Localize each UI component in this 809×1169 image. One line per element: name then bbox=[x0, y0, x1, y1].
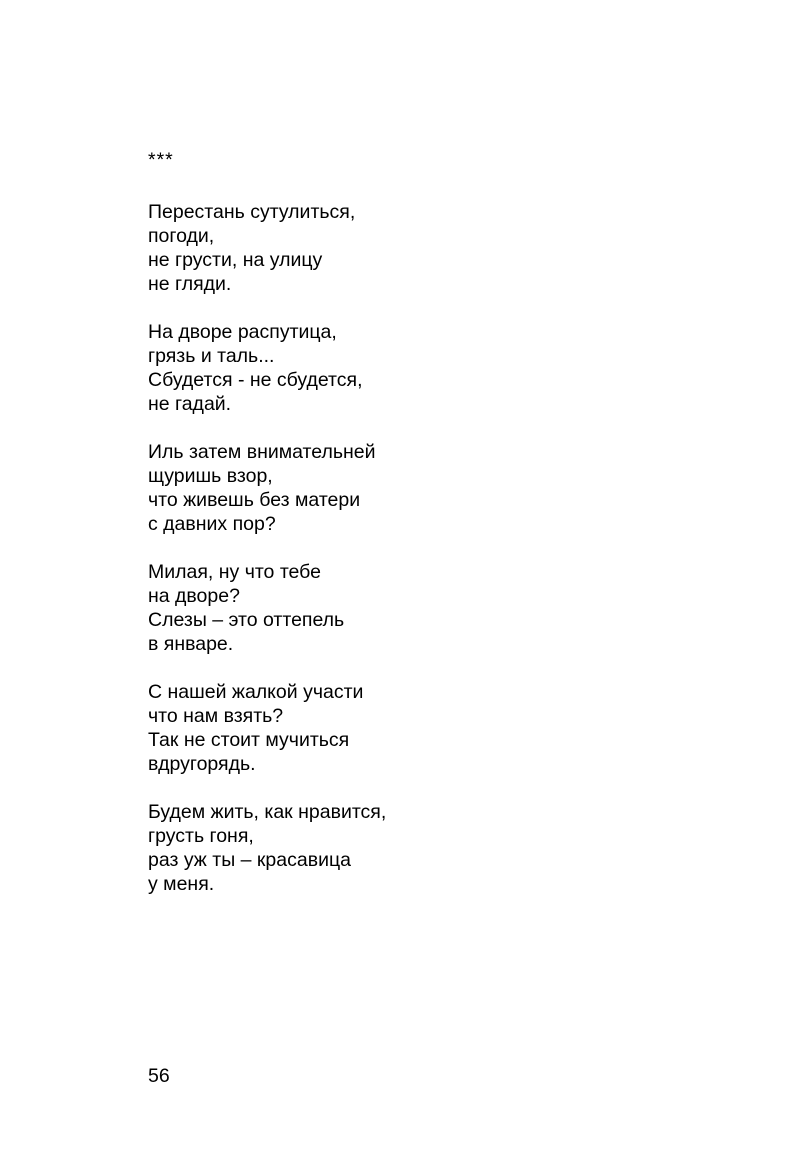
poem-line: не грусти, на улицу bbox=[148, 249, 323, 271]
poem-line: Перестань сутулиться, bbox=[148, 201, 356, 223]
poem-line: Милая, ну что тебе bbox=[148, 561, 321, 583]
poem-separator: *** bbox=[148, 149, 174, 171]
poem-line: Слезы – это оттепель bbox=[148, 609, 345, 631]
stanza bbox=[148, 560, 748, 656]
poem-line: На дворе распутица, bbox=[148, 321, 337, 343]
poem-line: щуришь взор, bbox=[148, 465, 273, 487]
poem-line: грусть гоня, bbox=[148, 825, 254, 847]
poem-line: не гадай. bbox=[148, 393, 232, 415]
poem-line: С нашей жалкой участи bbox=[148, 681, 364, 703]
poem-line: Сбудется - не сбудется, bbox=[148, 369, 363, 391]
poem-line: погоди, bbox=[148, 225, 215, 247]
stanza bbox=[148, 440, 748, 536]
poem-line: на дворе? bbox=[148, 585, 240, 607]
stanza bbox=[148, 200, 748, 296]
page-number: 56 bbox=[148, 1065, 170, 1087]
poem-line: Так не стоит мучиться bbox=[148, 729, 350, 751]
poem-line: что нам взять? bbox=[148, 705, 284, 727]
poem-line: с давних пор? bbox=[148, 513, 276, 535]
poem bbox=[148, 148, 748, 920]
poem-line: грязь и таль... bbox=[148, 345, 275, 367]
stanza bbox=[148, 800, 748, 896]
stanza bbox=[148, 680, 748, 776]
stanza bbox=[148, 320, 748, 416]
poem-line: в январе. bbox=[148, 633, 234, 655]
poem-line: раз уж ты – красавица bbox=[148, 849, 351, 871]
poem-line: не гляди. bbox=[148, 273, 232, 295]
poem-line: вдругорядь. bbox=[148, 753, 256, 775]
poem-line: у меня. bbox=[148, 873, 215, 895]
poem-line: Будем жить, как нравится, bbox=[148, 801, 387, 823]
poem-line: что живешь без матери bbox=[148, 489, 361, 511]
poem-line: Иль затем внимательней bbox=[148, 441, 376, 463]
